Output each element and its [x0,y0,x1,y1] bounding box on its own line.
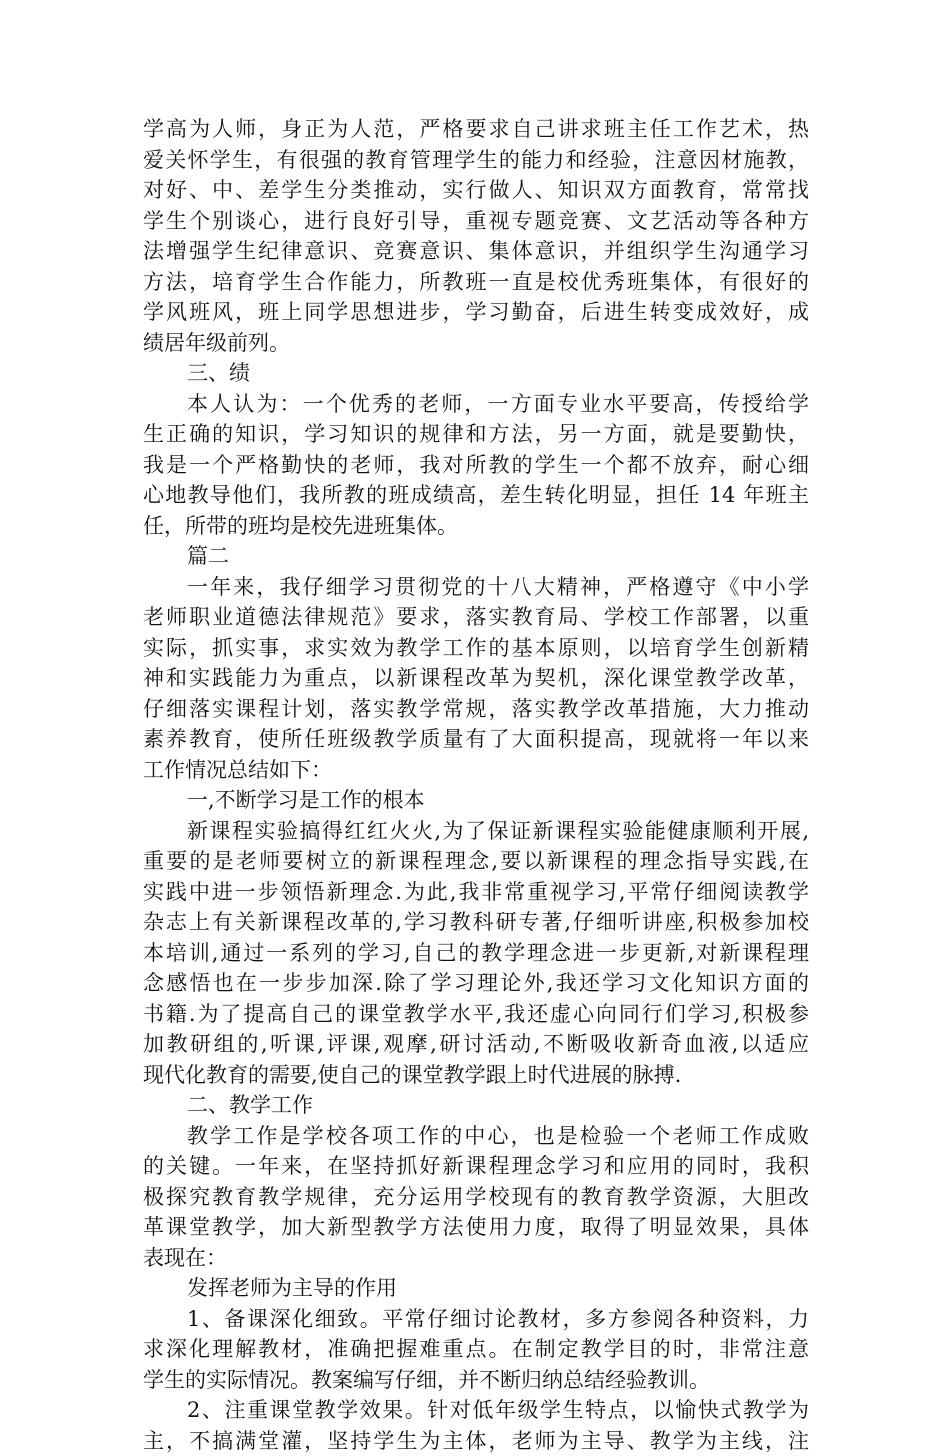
text-line: 仔细落实课程计划，落实教学常规，落实教学改革措施，大力推动 [143,694,809,725]
text-line: 1、备课深化细致。平常仔细讨论教材，多方参阅各种资料，力 [143,1304,809,1335]
text-line: 表现在： [143,1243,809,1274]
text-line: 篇二 [143,541,809,572]
text-line: 我是一个严格勤快的老师，我对所教的学生一个都不放弃，耐心细 [143,450,809,481]
text-line: 极探究教育教学规律，充分运用学校现有的教育教学资源，大胆改 [143,1182,809,1213]
text-line: 对好、中、差学生分类推动，实行做人、知识双方面教育，常常找 [143,175,809,206]
text-line: 学生的实际情况。教案编写仔细，并不断归纳总结经验教训。 [143,1365,809,1396]
text-line: 2、注重课堂教学效果。针对低年级学生特点，以愉快式教学为 [143,1395,809,1426]
text-line: 本人认为：一个优秀的老师，一方面专业水平要高，传授给学 [143,389,809,420]
text-line: 书籍.为了提高自己的课堂教学水平,我还虚心向同行们学习,积极参 [143,999,809,1030]
text-line: 念感悟也在一步步加深.除了学习理论外,我还学习文化知识方面的 [143,968,809,999]
text-line: 一,不断学习是工作的根本 [143,785,809,816]
document-body [143,114,809,1456]
text-line: 二、教学工作 [143,1090,809,1121]
text-line: 杂志上有关新课程改革的,学习教科研专著,仔细听讲座,积极参加校 [143,907,809,938]
text-line: 学高为人师，身正为人范，严格要求自己讲求班主任工作艺术，热 [143,114,809,145]
text-line: 一年来，我仔细学习贯彻党的十八大精神，严格遵守《中小学 [143,572,809,603]
text-line: 求深化理解教材，准确把握难重点。在制定教学目的时，非常注意 [143,1334,809,1365]
text-line: 新课程实验搞得红红火火,为了保证新课程实验能健康顺利开展, [143,816,809,847]
text-line: 三、绩 [143,358,809,389]
text-line: 实践中进一步领悟新理念.为此,我非常重视学习,平常仔细阅读教学 [143,877,809,908]
text-line: 神和实践能力为重点，以新课程改革为契机，深化课堂教学改革， [143,663,809,694]
text-line: 素养教育，使所任班级教学质量有了大面积提高，现就将一年以来 [143,724,809,755]
text-line: 法增强学生纪律意识、竞赛意识、集体意识，并组织学生沟通学习 [143,236,809,267]
text-line: 主，不搞满堂灌，坚持学生为主体，老师为主导、教学为主线，注 [143,1426,809,1456]
text-line: 学风班风，班上同学思想进步，学习勤奋，后进生转变成效好，成 [143,297,809,328]
text-line: 重要的是老师要树立的新课程理念,要以新课程的理念指导实践,在 [143,846,809,877]
text-line: 绩居年级前列。 [143,328,809,359]
text-line: 教学工作是学校各项工作的中心，也是检验一个老师工作成败 [143,1121,809,1152]
text-line: 任，所带的班均是校先进班集体。 [143,511,809,542]
text-line: 生正确的知识，学习知识的规律和方法，另一方面，就是要勤快， [143,419,809,450]
text-line: 心地教导他们，我所教的班成绩高，差生转化明显，担任 14 年班主 [143,480,809,511]
text-line: 发挥老师为主导的作用 [143,1273,809,1304]
text-line: 加教研组的,听课,评课,观摩,研讨活动,不断吸收新奇血液,以适应 [143,1029,809,1060]
text-line: 本培训,通过一系列的学习,自己的教学理念进一步更新,对新课程理 [143,938,809,969]
text-line: 工作情况总结如下： [143,755,809,786]
text-line: 方法，培育学生合作能力，所教班一直是校优秀班集体，有很好的 [143,267,809,298]
text-line: 现代化教育的需要,使自己的课堂教学跟上时代进展的脉搏. [143,1060,809,1091]
text-line: 实际，抓实事，求实效为教学工作的基本原则，以培育学生创新精 [143,633,809,664]
text-line: 学生个别谈心，进行良好引导，重视专题竞赛、文艺活动等各种方 [143,206,809,237]
text-line: 老师职业道德法律规范》要求，落实教育局、学校工作部署，以重 [143,602,809,633]
text-line: 的关键。一年来，在坚持抓好新课程理念学习和应用的同时，我积 [143,1151,809,1182]
text-line: 革课堂教学，加大新型教学方法使用力度，取得了明显效果，具体 [143,1212,809,1243]
text-line: 爱关怀学生，有很强的教育管理学生的能力和经验，注意因材施教， [143,145,809,176]
